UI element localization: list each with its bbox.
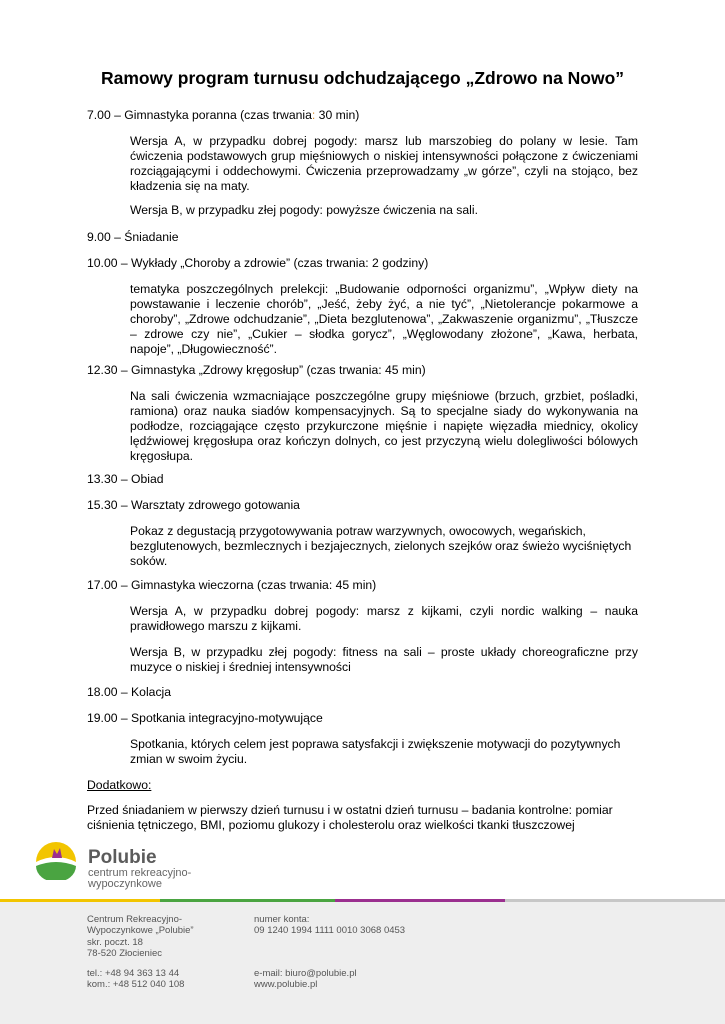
footer-contact xyxy=(254,968,357,991)
logo-subtitle-line-1: centrum rekreacyjno- xyxy=(88,867,192,879)
integration-description: Spotkania, których celem jest poprawa satysfakcji i zwiększenie motywacji do pozytywnych zmian w swoim życiu. xyxy=(130,737,621,766)
schedule-gym-evening: 17.00 – Gimnastyka wieczorna (czas trwania: 45 min) xyxy=(87,578,377,592)
gym-morning-version-b: Wersja B, w przypadku złej pogody: powyższe ćwiczenia na sali. xyxy=(130,203,478,217)
footer-address-line-3: skr. poczt. 18 xyxy=(87,936,143,948)
footer-email: e-mail: biuro@polubie.pl xyxy=(254,968,357,979)
spine-description: Na sali ćwiczenia wzmacniające poszczególne grupy mięśniowe (brzuch, grzbiet, pośladki, ramiona) oraz nauka siadów kompensacyjnych. Są to specjalne siady do wykonywania na podłodze, rozciągające często przykurczone mięśnie i napięte więzadła miednicy, okolicy lędźwiowej kręgosłupa oraz kończyn dolnych, co jest przyczyną wielu dolegliwości bólowych kręgosłupa. xyxy=(130,389,638,463)
logo-name: Polubie xyxy=(88,847,157,868)
gym-morning-version-a: Wersja A, w przypadku dobrej pogody: marsz lub marszobieg do polany w lesie. Tam ćwiczenia podstawowych grup mięśniowych o niskiej intensywności połączone z ćwiczeniami rozciągającymi i oddechowymi. Ćwiczenia przeprowadzamy „w górze”, czyli na stojąco, bez kładzenia się na maty. xyxy=(130,134,638,193)
logo-subtitle xyxy=(88,868,191,890)
logo-subtitle-line-2: wypoczynkowe xyxy=(88,878,162,890)
footer-account-number: 09 1240 1994 1111 0010 3068 0453 xyxy=(254,925,406,937)
schedule-integration: 19.00 – Spotkania integracyjno-motywujące xyxy=(87,711,323,725)
footer-mobile: kom.: +48 512 040 108 xyxy=(87,979,185,991)
footer-address xyxy=(87,914,194,959)
schedule-spine: 12.30 – Gimnastyka „Zdrowy kręgosłup” (czas trwania: 45 min) xyxy=(87,363,426,377)
lectures-description: tematyka poszczególnych prelekcji: „Budowanie odporności organizmu”, „Wpływ diety na powstawanie i leczenie chorób”, „Jeść, żeby żyć, a nie tyć”, „Nietolerancje pokarmowe a choroby”, „Zdrowe odchudzanie”, „Dieta bezglutenowa”, „Zakwaszenie organizmu”, „Tłuszcze – zdrowe czy nie”, „Cukier – słodka gorycz”, „Węglowodany złożone”, „Kawa, herbata, napoje”, „Długowieczność”. xyxy=(130,282,638,356)
cooking-description: Pokaz z degustacją przygotowywania potraw warzywnych, owocowych, wegańskich, bezglutenowych, bezmlecznych i bezjajecznych, zielonych szejków oraz świeżo wyciśniętych soków. xyxy=(130,524,632,568)
footer-account xyxy=(254,914,405,937)
gym-evening-version-b: Wersja B, w przypadku złej pogody: fitness na sali – proste układy choreograficzne przy muzyce o niskiej i średniej intensywności xyxy=(130,645,638,674)
gym-morning-text: 7.00 – Gimnastyka poranna (czas trwania xyxy=(87,108,312,122)
schedule-cooking: 15.30 – Warsztaty zdrowego gotowania xyxy=(87,498,300,512)
gym-morning-duration: 30 min) xyxy=(315,108,360,122)
schedule-lunch: 13.30 – Obiad xyxy=(87,472,164,486)
schedule-gym-morning xyxy=(87,108,642,123)
footer-website: www.polubie.pl xyxy=(254,979,318,991)
document-title: Ramowy program turnusu odchudzającego „Zdrowo na Nowo” xyxy=(100,68,625,88)
schedule-breakfast: 9.00 – Śniadanie xyxy=(87,230,179,244)
gym-morning-colon: : xyxy=(311,108,316,122)
footer-account-label: numer konta: xyxy=(254,914,310,925)
footer-phones xyxy=(87,968,184,991)
footer-address-line-1: Centrum Rekreacyjno- xyxy=(87,914,183,925)
sun-hills-logo-icon xyxy=(34,838,78,880)
extra-heading: Dodatkowo: xyxy=(87,778,152,792)
schedule-lectures: 10.00 – Wykłady „Choroby a zdrowie” (czas trwania: 2 godziny) xyxy=(87,256,429,270)
footer-address-line-4: 78-520 Złocieniec xyxy=(87,947,162,959)
footer-phone: tel.: +48 94 363 13 44 xyxy=(87,968,180,979)
gym-evening-version-a: Wersja A, w przypadku dobrej pogody: marsz z kijkami, czyli nordic walking – nauka prawidłowego marszu z kijkami. xyxy=(130,604,638,633)
extra-text: Przed śniadaniem w pierwszy dzień turnusu i w ostatni dzień turnusu – badania kontrolne: pomiar ciśnienia tętniczego, BMI, poziomu glukozy i cholesterolu oraz wielkości tkanki tłuszczowej xyxy=(87,803,613,832)
schedule-dinner: 18.00 – Kolacja xyxy=(87,685,172,699)
footer-address-line-2: Wypoczynkowe „Polubie” xyxy=(87,925,194,937)
